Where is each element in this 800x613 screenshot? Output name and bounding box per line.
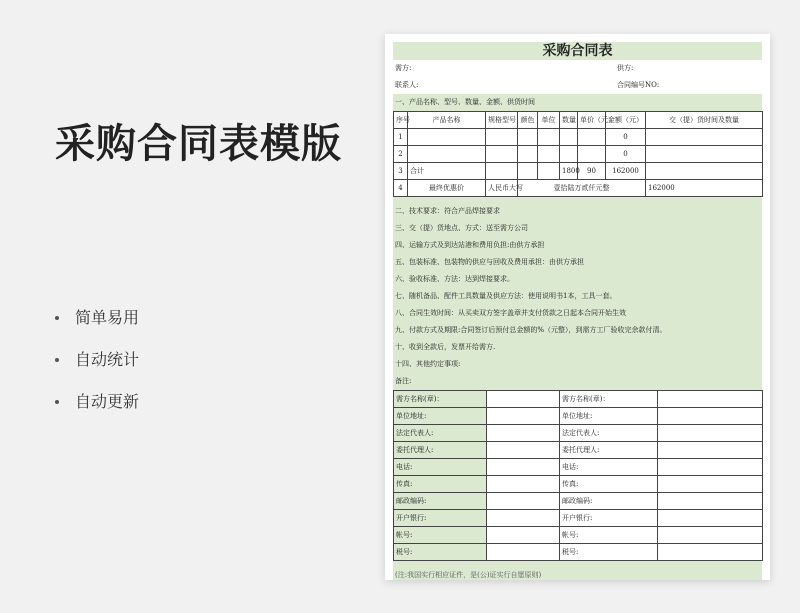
signature-label: 单位地址: bbox=[560, 408, 658, 425]
header-cell: 产品名称 bbox=[408, 112, 486, 129]
table-cell: 4 bbox=[394, 180, 408, 197]
promo-panel bbox=[55, 118, 365, 434]
clause: 四、运输方式及到达站港和费用负担:由供方承担 bbox=[393, 237, 762, 254]
signature-label: 委托代理人: bbox=[394, 442, 487, 459]
signature-label: 需方名称(章)： bbox=[394, 391, 487, 408]
signature-label: 开户银行: bbox=[394, 510, 487, 527]
table-cell bbox=[518, 129, 538, 146]
final-amount: 162000 bbox=[646, 180, 763, 197]
signature-label: 法定代表人: bbox=[560, 425, 658, 442]
header-cell: 金额（元） bbox=[606, 112, 646, 129]
signature-value bbox=[658, 493, 763, 510]
signature-label: 法定代表人: bbox=[394, 425, 487, 442]
signature-label: 电话: bbox=[394, 459, 487, 476]
signature-row bbox=[394, 476, 763, 493]
table-cell bbox=[646, 163, 763, 180]
signature-label: 开户银行: bbox=[560, 510, 658, 527]
table-cell bbox=[518, 163, 538, 180]
feature-list bbox=[55, 308, 365, 434]
signature-label: 委托代理人: bbox=[560, 442, 658, 459]
table-cell: 1 bbox=[394, 129, 408, 146]
signature-label: 帐号: bbox=[394, 527, 487, 544]
signature-label: 传真: bbox=[394, 476, 487, 493]
table-cell bbox=[408, 129, 486, 146]
table-cell: 1800 bbox=[560, 163, 578, 180]
table-cell bbox=[538, 129, 560, 146]
section-heading: 一、产品名称、型号、数量、金额、供货时间 bbox=[393, 94, 762, 111]
signature-row bbox=[394, 527, 763, 544]
signature-value bbox=[658, 476, 763, 493]
signature-value bbox=[487, 459, 560, 476]
document-preview bbox=[385, 34, 770, 580]
table-cell bbox=[560, 146, 578, 163]
contract-no-label: 合同编号NO: bbox=[617, 81, 660, 89]
bullet-icon bbox=[55, 316, 59, 320]
party-info bbox=[393, 60, 762, 94]
signature-row bbox=[394, 544, 763, 561]
signature-label: 单位地址: bbox=[394, 408, 487, 425]
product-table bbox=[393, 111, 763, 197]
signature-label: 税号: bbox=[560, 544, 658, 561]
contact-label: 联系人: bbox=[395, 81, 419, 89]
table-cell: 90 bbox=[578, 163, 606, 180]
clause: 五、包装标准、包装物的供应与回收及费用承担：由供方承担 bbox=[393, 254, 762, 271]
remark-label: 备注: bbox=[393, 373, 762, 390]
final-price-label: 最终优惠价 bbox=[408, 180, 486, 197]
signature-value bbox=[487, 476, 560, 493]
signature-value bbox=[658, 527, 763, 544]
feature-label: 自动统计 bbox=[75, 350, 140, 369]
signature-value bbox=[487, 442, 560, 459]
clause: 十四、其他约定事项: bbox=[393, 356, 762, 373]
amount-in-words bbox=[518, 180, 646, 197]
promo-title: 采购合同表模版 bbox=[55, 121, 342, 167]
header-cell: 颜色 bbox=[518, 112, 538, 129]
signature-value bbox=[658, 510, 763, 527]
contract-document bbox=[393, 42, 762, 580]
signature-value bbox=[658, 408, 763, 425]
signature-label: 邮政编码: bbox=[394, 493, 487, 510]
document-title: 采购合同表 bbox=[542, 43, 613, 59]
contact-line bbox=[393, 77, 762, 94]
signature-value bbox=[487, 527, 560, 544]
signature-value bbox=[487, 391, 560, 408]
header-cell: 规格型号 bbox=[486, 112, 518, 129]
signature-value bbox=[487, 493, 560, 510]
clause: 八、合同生效时间：从买卖双方签字盖章并支付货款之日起本合同开始生效 bbox=[393, 305, 762, 322]
signature-value bbox=[487, 408, 560, 425]
signature-row bbox=[394, 425, 763, 442]
signature-value bbox=[487, 425, 560, 442]
signature-label: 传真: bbox=[560, 476, 658, 493]
bullet-icon bbox=[55, 358, 59, 362]
signature-label: 税号: bbox=[394, 544, 487, 561]
buyer-label: 需方: bbox=[395, 64, 412, 72]
signature-value bbox=[658, 442, 763, 459]
signature-row bbox=[394, 391, 763, 408]
signature-label: 电话: bbox=[560, 459, 658, 476]
table-cell bbox=[646, 146, 763, 163]
bullet-icon bbox=[55, 400, 59, 404]
amount-text: 壹拾陆万贰仟元整 bbox=[553, 184, 610, 192]
signature-row bbox=[394, 408, 763, 425]
feature-label: 自动更新 bbox=[75, 392, 140, 411]
signature-value bbox=[658, 544, 763, 561]
signature-label: 邮政编码: bbox=[560, 493, 658, 510]
header-cell: 数量 bbox=[560, 112, 578, 129]
feature-item bbox=[55, 308, 365, 350]
table-row bbox=[394, 129, 763, 146]
signature-value bbox=[487, 510, 560, 527]
table-cell bbox=[646, 129, 763, 146]
table-cell bbox=[560, 129, 578, 146]
signature-row bbox=[394, 510, 763, 527]
table-cell bbox=[578, 146, 606, 163]
feature-item bbox=[55, 392, 365, 434]
document-footer-note: (注:我国实行相应证件，是(公)证实行自愿原则) bbox=[395, 571, 542, 579]
table-cell: 3 bbox=[394, 163, 408, 180]
currency-label: 人民币大写 bbox=[486, 180, 518, 197]
signature-value bbox=[658, 425, 763, 442]
clause: 七、随机备品、配件工具数量及供应方法：使用说明书1本，工具一套。 bbox=[393, 288, 762, 305]
header-cell: 单价（元） bbox=[578, 112, 606, 129]
feature-label: 简单易用 bbox=[75, 308, 140, 327]
signature-value bbox=[487, 544, 560, 561]
final-price-row bbox=[394, 180, 763, 197]
table-cell bbox=[578, 129, 606, 146]
clause: 十、收到全款后，发票开给需方. bbox=[393, 339, 762, 356]
clause: 六、验收标准、方法：达到焊接要求。 bbox=[393, 271, 762, 288]
signature-label: 帐号: bbox=[560, 527, 658, 544]
header-cell: 序号 bbox=[394, 112, 408, 129]
table-header-row bbox=[394, 112, 763, 129]
header-cell: 交（提）货时间及数量 bbox=[646, 112, 763, 129]
table-cell: 0 bbox=[606, 129, 646, 146]
signature-label: 需方名称(章)： bbox=[560, 391, 658, 408]
seller-label: 供方: bbox=[617, 64, 634, 72]
table-cell: 162000 bbox=[606, 163, 646, 180]
table-cell: 2 bbox=[394, 146, 408, 163]
table-cell bbox=[538, 146, 560, 163]
feature-item bbox=[55, 350, 365, 392]
table-cell bbox=[486, 163, 518, 180]
signature-value bbox=[658, 459, 763, 476]
table-cell: 合计 bbox=[408, 163, 486, 180]
signature-row bbox=[394, 442, 763, 459]
clause: 九、付款方式及期限:合同签订后预付总金额的%（元整），到需方工厂验收完余款付清。 bbox=[393, 322, 762, 339]
table-cell bbox=[538, 163, 560, 180]
table-cell bbox=[486, 129, 518, 146]
signature-row bbox=[394, 493, 763, 510]
buyer-line bbox=[393, 60, 762, 77]
table-row bbox=[394, 146, 763, 163]
table-cell: 0 bbox=[606, 146, 646, 163]
table-cell bbox=[486, 146, 518, 163]
table-cell bbox=[408, 146, 486, 163]
table-cell bbox=[518, 146, 538, 163]
table-row bbox=[394, 163, 763, 180]
signature-value bbox=[658, 391, 763, 408]
signature-table bbox=[393, 390, 763, 561]
clause: 二、技术要求：符合产品焊接要求 bbox=[393, 203, 762, 220]
clause: 三、交（提）货地点、方式：送至需方公司 bbox=[393, 220, 762, 237]
header-cell: 单位 bbox=[538, 112, 560, 129]
signature-row bbox=[394, 459, 763, 476]
